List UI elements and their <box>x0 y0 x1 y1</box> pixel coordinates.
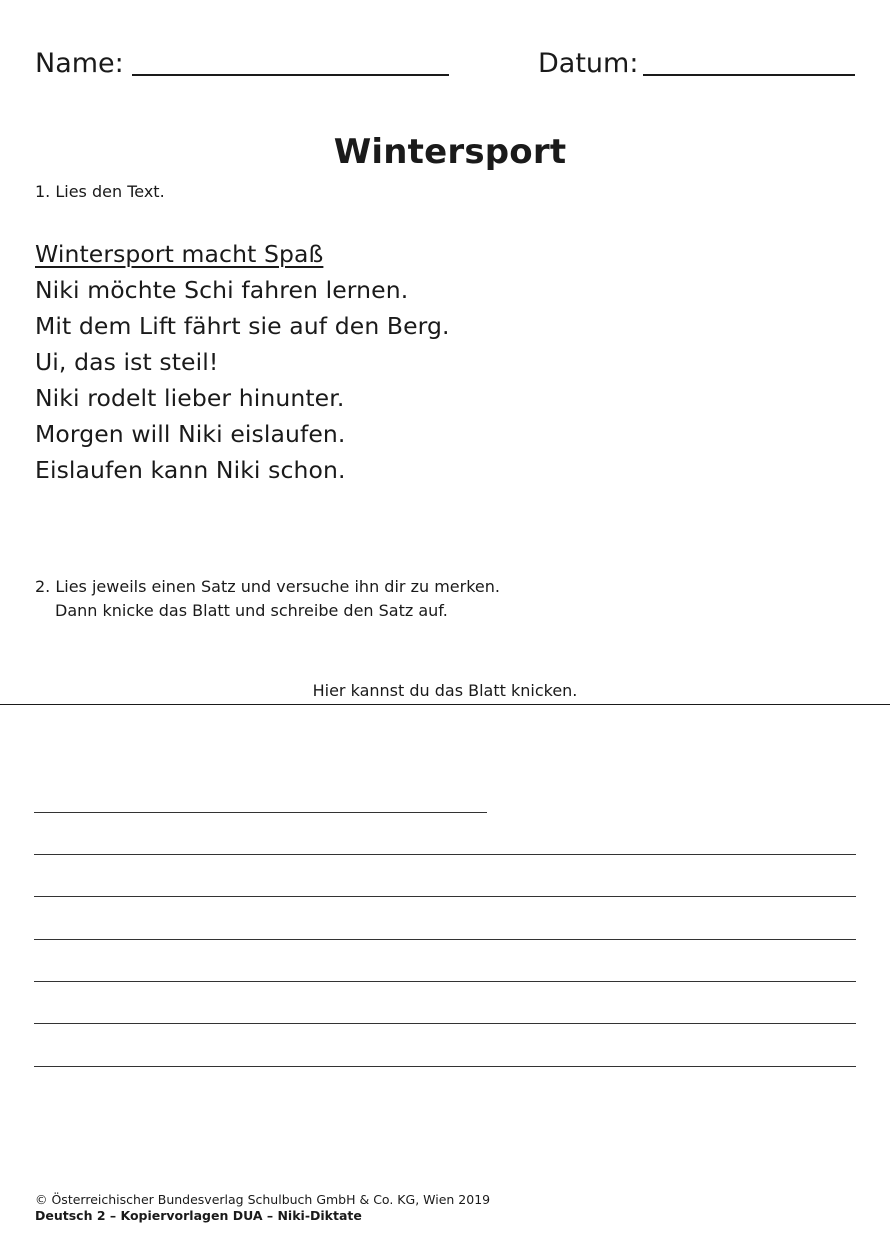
writing-line[interactable] <box>34 939 856 940</box>
name-blank-line[interactable] <box>132 74 449 76</box>
date-label: Datum: <box>538 48 639 79</box>
story-title: Wintersport macht Spaß <box>35 240 324 268</box>
story-line: Eislaufen kann Niki schon. <box>35 456 346 484</box>
footer-series: Deutsch 2 – Kopiervorlagen DUA – Niki-Diktate <box>35 1208 362 1223</box>
task1-instruction: 1. Lies den Text. <box>35 182 165 201</box>
story-line: Niki rodelt lieber hinunter. <box>35 384 345 412</box>
writing-line[interactable] <box>34 1023 856 1024</box>
story-line: Morgen will Niki eislaufen. <box>35 420 346 448</box>
story-line: Ui, das ist steil! <box>35 348 219 376</box>
writing-line[interactable] <box>34 981 856 982</box>
writing-line[interactable] <box>34 854 856 855</box>
writing-line[interactable] <box>34 896 856 897</box>
name-label: Name: <box>35 48 124 79</box>
date-blank-line[interactable] <box>643 74 855 76</box>
writing-line[interactable] <box>34 1066 856 1067</box>
writing-line[interactable] <box>34 812 487 813</box>
story-line: Niki möchte Schi fahren lernen. <box>35 276 409 304</box>
task2-instruction-line1: 2. Lies jeweils einen Satz und versuche ihn dir zu merken. <box>35 577 500 596</box>
fold-line <box>0 704 890 705</box>
task2-instruction-line2: Dann knicke das Blatt und schreibe den Satz auf. <box>55 601 448 620</box>
page-title: Wintersport <box>333 132 567 172</box>
story-line: Mit dem Lift fährt sie auf den Berg. <box>35 312 450 340</box>
fold-hint: Hier kannst du das Blatt knicken. <box>312 681 578 700</box>
footer-copyright: © Österreichischer Bundesverlag Schulbuch GmbH & Co. KG, Wien 2019 <box>35 1192 491 1207</box>
